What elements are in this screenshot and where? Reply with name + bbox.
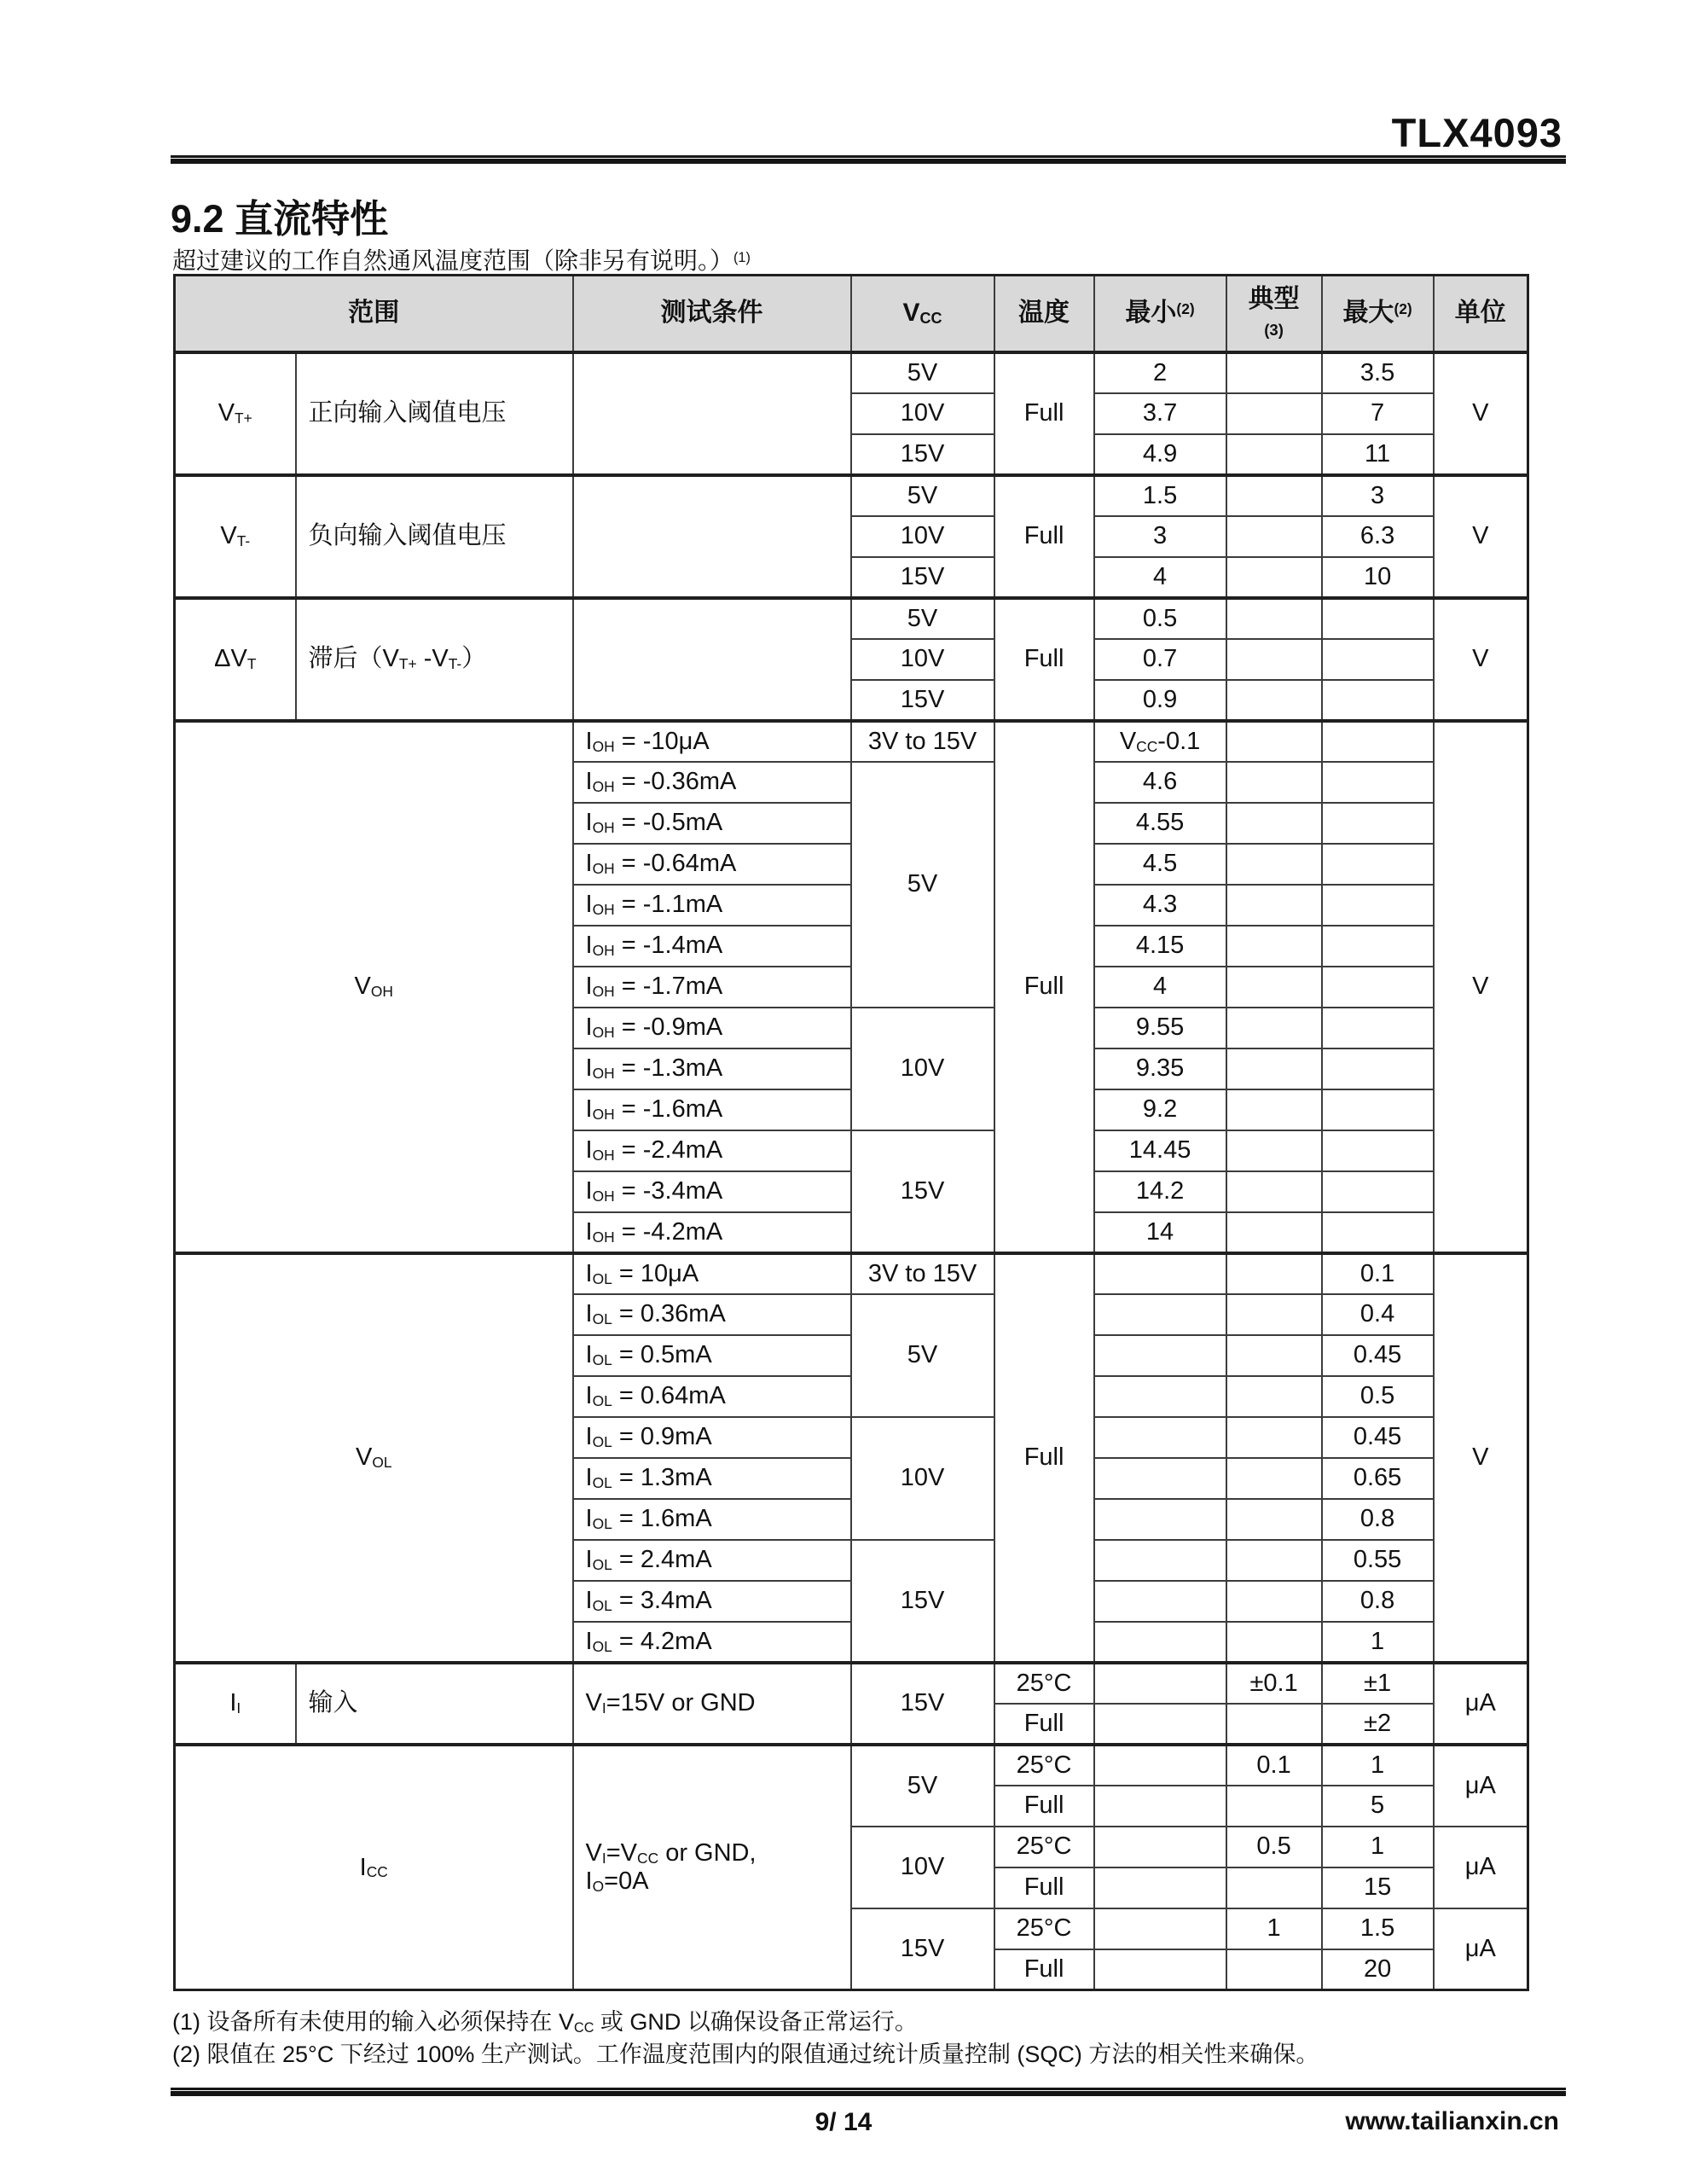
min-value: [1094, 1663, 1226, 1704]
typ-value: [1226, 1130, 1322, 1171]
max-value: 1: [1322, 1827, 1434, 1867]
min-value: 9.35: [1094, 1048, 1226, 1089]
test-condition: $I_{OH} = -0.5mA$: [573, 803, 851, 844]
table-row: [175, 1663, 1528, 1704]
vcc-value: 5V: [851, 352, 994, 393]
test-condition: $I_{OH} = -1.4mA$: [573, 926, 851, 967]
unit-value: V: [1434, 598, 1528, 721]
max-value: 1: [1322, 1622, 1434, 1663]
vcc-value: 15V: [851, 1130, 994, 1253]
test-condition: $I_{OL} = 2.4mA$: [573, 1540, 851, 1581]
max-value: 10: [1322, 557, 1434, 598]
typ-value: [1226, 1540, 1322, 1581]
temp-value: Full: [994, 475, 1094, 598]
max-value: ±2: [1322, 1704, 1434, 1745]
max-value: [1322, 803, 1434, 844]
typ-value: [1226, 598, 1322, 639]
temp-value: 25°C: [994, 1827, 1094, 1867]
min-value: 4.55: [1094, 803, 1226, 844]
vcc-value: 10V: [851, 516, 994, 557]
min-value: [1094, 1499, 1226, 1540]
typ-value: [1226, 639, 1322, 680]
min-value: [1094, 1335, 1226, 1376]
test-condition: $I_{OL} = 3.4mA$: [573, 1581, 851, 1622]
unit-value: V: [1434, 1253, 1528, 1663]
max-value: [1322, 967, 1434, 1008]
typ-value: 0.5: [1226, 1827, 1322, 1867]
typ-value: [1226, 762, 1322, 803]
footnote-2: (2) 限值在 25°C 下经过 100% 生产测试。工作温度范围内的限值通过统计质量控制 (SQC) 方法的相关性来确保。: [172, 2042, 1319, 2067]
min-value: 4.5: [1094, 844, 1226, 885]
max-value: [1322, 680, 1434, 721]
typ-value: [1226, 1212, 1322, 1253]
min-value: [1094, 1376, 1226, 1417]
max-value: [1322, 598, 1434, 639]
min-value: 4.6: [1094, 762, 1226, 803]
max-value: 7: [1322, 393, 1434, 434]
min-value: [1094, 1294, 1226, 1335]
parameter-symbol: $I_I$: [175, 1663, 296, 1745]
max-value: [1322, 1048, 1434, 1089]
min-value: [1094, 1949, 1226, 1990]
min-value: [1094, 1253, 1226, 1294]
typ-value: [1226, 1622, 1322, 1663]
min-value: [1094, 1540, 1226, 1581]
header-test-conditions: 测试条件: [573, 276, 851, 352]
typ-value: [1226, 516, 1322, 557]
max-value: 0.5: [1322, 1376, 1434, 1417]
temp-value: 25°C: [994, 1663, 1094, 1704]
min-value: [1094, 1867, 1226, 1908]
max-value: 0.8: [1322, 1581, 1434, 1622]
min-value: 14: [1094, 1212, 1226, 1253]
unit-value: μA: [1434, 1745, 1528, 1827]
min-value: 4.9: [1094, 434, 1226, 475]
table-row: [175, 475, 1528, 516]
min-value: 9.55: [1094, 1008, 1226, 1048]
table-row: [175, 1745, 1528, 1786]
min-value: 2: [1094, 352, 1226, 393]
parameter-symbol: $V_{OH}$: [175, 721, 573, 1253]
temp-value: Full: [994, 721, 1094, 1253]
max-value: 0.65: [1322, 1458, 1434, 1499]
table-subtitle: 超过建议的工作自然通风温度范围（除非另有说明。）$^{(1)}$: [172, 247, 751, 274]
max-value: [1322, 926, 1434, 967]
unit-value: V: [1434, 352, 1528, 475]
max-value: [1322, 1008, 1434, 1048]
section-number: 9.2: [171, 197, 224, 241]
max-value: [1322, 885, 1434, 926]
vcc-value: 5V: [851, 1745, 994, 1827]
min-value: [1094, 1827, 1226, 1867]
temp-value: 25°C: [994, 1908, 1094, 1949]
vcc-value: 10V: [851, 1827, 994, 1908]
test-condition: $I_{OL} = 4.2mA$: [573, 1622, 851, 1663]
typ-value: 1: [1226, 1908, 1322, 1949]
test-condition: $I_{OH} = -3.4mA$: [573, 1171, 851, 1212]
min-value: 4.3: [1094, 885, 1226, 926]
website-text: www.tailianxin.cn: [1345, 2107, 1559, 2135]
min-value: [1094, 1908, 1226, 1949]
typ-value: [1226, 352, 1322, 393]
min-value: 1.5: [1094, 475, 1226, 516]
typ-value: 0.1: [1226, 1745, 1322, 1786]
min-value: 4: [1094, 967, 1226, 1008]
min-value: [1094, 1786, 1226, 1827]
typ-value: [1226, 1499, 1322, 1540]
max-value: 6.3: [1322, 516, 1434, 557]
max-value: 0.1: [1322, 1253, 1434, 1294]
max-value: 20: [1322, 1949, 1434, 1990]
typ-value: [1226, 1949, 1322, 1990]
min-value: 4.15: [1094, 926, 1226, 967]
min-value: 0.9: [1094, 680, 1226, 721]
vcc-value: 3V to 15V: [851, 1253, 994, 1294]
max-value: 3: [1322, 475, 1434, 516]
header-range: 范围: [175, 276, 573, 352]
table-row: [175, 721, 1528, 762]
test-condition: $I_{OL} = 0.36mA$: [573, 1294, 851, 1335]
table-row: [175, 1253, 1528, 1294]
table-row: [175, 352, 1528, 393]
max-value: ±1: [1322, 1663, 1434, 1704]
typ-value: [1226, 1089, 1322, 1130]
min-value: 3: [1094, 516, 1226, 557]
typ-value: [1226, 721, 1322, 762]
unit-value: V: [1434, 721, 1528, 1253]
temp-value: Full: [994, 1786, 1094, 1827]
typ-value: [1226, 803, 1322, 844]
typ-value: [1226, 1253, 1322, 1294]
typ-value: [1226, 967, 1322, 1008]
header-unit: 单位: [1434, 276, 1528, 352]
product-title: TLX4093: [1391, 110, 1562, 155]
header-rule: [171, 155, 1566, 164]
parameter-symbol: $V_{OL}$: [175, 1253, 573, 1663]
temp-value: Full: [994, 1949, 1094, 1990]
max-value: 5: [1322, 1786, 1434, 1827]
min-value: 14.45: [1094, 1130, 1226, 1171]
min-value: 0.7: [1094, 639, 1226, 680]
header-max: 最大$^{(2)}$: [1322, 276, 1434, 352]
typ-value: ±0.1: [1226, 1663, 1322, 1704]
max-value: 1: [1322, 1745, 1434, 1786]
max-value: [1322, 1089, 1434, 1130]
vcc-value: 15V: [851, 1540, 994, 1663]
test-condition: $V_I=V_{CC}$ or GND, $I_O=0A$: [573, 1745, 851, 1990]
vcc-value: 15V: [851, 1663, 994, 1745]
temp-value: Full: [994, 598, 1094, 721]
test-condition: $I_{OH} = -1.1mA$: [573, 885, 851, 926]
parameter-symbol: $I_{CC}$: [175, 1745, 573, 1990]
max-value: [1322, 762, 1434, 803]
temp-value: Full: [994, 1704, 1094, 1745]
max-value: 0.45: [1322, 1417, 1434, 1458]
typ-value: [1226, 1335, 1322, 1376]
max-value: 1.5: [1322, 1908, 1434, 1949]
typ-value: [1226, 1171, 1322, 1212]
test-condition: $I_{OH} = -4.2mA$: [573, 1212, 851, 1253]
typ-value: [1226, 1294, 1322, 1335]
min-value: [1094, 1581, 1226, 1622]
footnote-1: (1) 设备所有未使用的输入必须保持在 $V_{CC}$ 或 GND 以确保设备正常运行。: [172, 2009, 918, 2036]
vcc-value: 15V: [851, 557, 994, 598]
test-condition: $I_{OH} = -0.9mA$: [573, 1008, 851, 1048]
max-value: 0.45: [1322, 1335, 1434, 1376]
footer-rule: [171, 2088, 1566, 2096]
max-value: 11: [1322, 434, 1434, 475]
parameter-name: 负向输入阈值电压: [296, 475, 573, 598]
vcc-value: 5V: [851, 1294, 994, 1417]
test-condition: $I_{OH} = -1.3mA$: [573, 1048, 851, 1089]
test-condition: $I_{OL} = 0.5mA$: [573, 1335, 851, 1376]
test-condition: $I_{OH} = -1.7mA$: [573, 967, 851, 1008]
unit-value: μA: [1434, 1663, 1528, 1745]
parameter-symbol: $V_{T-}$: [175, 475, 296, 598]
min-value: [1094, 1622, 1226, 1663]
typ-value: [1226, 475, 1322, 516]
table-row: [175, 598, 1528, 639]
temp-value: 25°C: [994, 1745, 1094, 1786]
vcc-value: 15V: [851, 1908, 994, 1990]
unit-value: μA: [1434, 1908, 1528, 1990]
header-min: 最小$^{(2)}$: [1094, 276, 1226, 352]
vcc-value: 10V: [851, 1008, 994, 1130]
test-condition: $I_{OH} = -10\mu A$: [573, 721, 851, 762]
max-value: 3.5: [1322, 352, 1434, 393]
typ-value: [1226, 1704, 1322, 1745]
typ-value: [1226, 1008, 1322, 1048]
min-value: 3.7: [1094, 393, 1226, 434]
vcc-value: 3V to 15V: [851, 721, 994, 762]
typ-value: [1226, 885, 1322, 926]
vcc-value: 10V: [851, 1417, 994, 1540]
test-condition: $I_{OH} = -0.64mA$: [573, 844, 851, 885]
test-condition: $I_{OL} = 1.3mA$: [573, 1458, 851, 1499]
max-value: [1322, 1130, 1434, 1171]
typ-value: [1226, 434, 1322, 475]
test-condition: $I_{OH} = -1.6mA$: [573, 1089, 851, 1130]
vcc-value: 5V: [851, 475, 994, 516]
typ-value: [1226, 1458, 1322, 1499]
vcc-value: 5V: [851, 598, 994, 639]
header-temperature: 温度: [994, 276, 1094, 352]
max-value: [1322, 844, 1434, 885]
temp-value: Full: [994, 1253, 1094, 1663]
min-value: [1094, 1745, 1226, 1786]
page-number: 9/ 14: [815, 2108, 872, 2136]
parameter-symbol: $\Delta V_T$: [175, 598, 296, 721]
test-condition: [573, 352, 851, 475]
header-typ: 典型 (3): [1226, 276, 1322, 352]
vcc-value: 10V: [851, 393, 994, 434]
table-header-row: [175, 276, 1528, 352]
temp-value: Full: [994, 1867, 1094, 1908]
typ-value: [1226, 557, 1322, 598]
parameter-name: 正向输入阈值电压: [296, 352, 573, 475]
test-condition: $I_{OL} = 0.9mA$: [573, 1417, 851, 1458]
section-title: 直流特性: [235, 197, 389, 241]
min-value: $V_{CC}-0.1$: [1094, 721, 1226, 762]
parameter-name: 滞后（$V_{T+}$ $-V_{T-}$）: [296, 598, 573, 721]
dc-characteristics-table: [173, 274, 1529, 1991]
min-value: 14.2: [1094, 1171, 1226, 1212]
test-condition: $I_{OL} = 10\mu A$: [573, 1253, 851, 1294]
typ-value: [1226, 1867, 1322, 1908]
parameter-symbol: $V_{T+}$: [175, 352, 296, 475]
unit-value: V: [1434, 475, 1528, 598]
typ-value: [1226, 1048, 1322, 1089]
max-value: [1322, 1212, 1434, 1253]
min-value: [1094, 1458, 1226, 1499]
test-condition: $I_{OL} = 1.6mA$: [573, 1499, 851, 1540]
max-value: 0.55: [1322, 1540, 1434, 1581]
vcc-value: 10V: [851, 639, 994, 680]
vcc-value: 5V: [851, 762, 994, 1008]
header-vcc: $V_{CC}$: [851, 276, 994, 352]
typ-value: [1226, 1417, 1322, 1458]
vcc-value: 15V: [851, 680, 994, 721]
min-value: 4: [1094, 557, 1226, 598]
unit-value: μA: [1434, 1827, 1528, 1908]
max-value: 0.4: [1322, 1294, 1434, 1335]
typ-value: [1226, 844, 1322, 885]
typ-value: [1226, 926, 1322, 967]
typ-value: [1226, 1581, 1322, 1622]
test-condition: [573, 475, 851, 598]
test-condition: $I_{OH} = -2.4mA$: [573, 1130, 851, 1171]
typ-value: [1226, 680, 1322, 721]
parameter-name: 输入: [296, 1663, 573, 1745]
min-value: [1094, 1704, 1226, 1745]
test-condition: $V_I=15V$ or GND: [573, 1663, 851, 1745]
test-condition: $I_{OL} = 0.64mA$: [573, 1376, 851, 1417]
vcc-value: 15V: [851, 434, 994, 475]
max-value: [1322, 1171, 1434, 1212]
max-value: 0.8: [1322, 1499, 1434, 1540]
typ-value: [1226, 1786, 1322, 1827]
typ-value: [1226, 393, 1322, 434]
max-value: 15: [1322, 1867, 1434, 1908]
max-value: [1322, 639, 1434, 680]
typ-value: [1226, 1376, 1322, 1417]
test-condition: [573, 598, 851, 721]
test-condition: $I_{OH} = -0.36mA$: [573, 762, 851, 803]
max-value: [1322, 721, 1434, 762]
temp-value: Full: [994, 352, 1094, 475]
min-value: 9.2: [1094, 1089, 1226, 1130]
min-value: 0.5: [1094, 598, 1226, 639]
min-value: [1094, 1417, 1226, 1458]
section-heading: [171, 188, 388, 243]
